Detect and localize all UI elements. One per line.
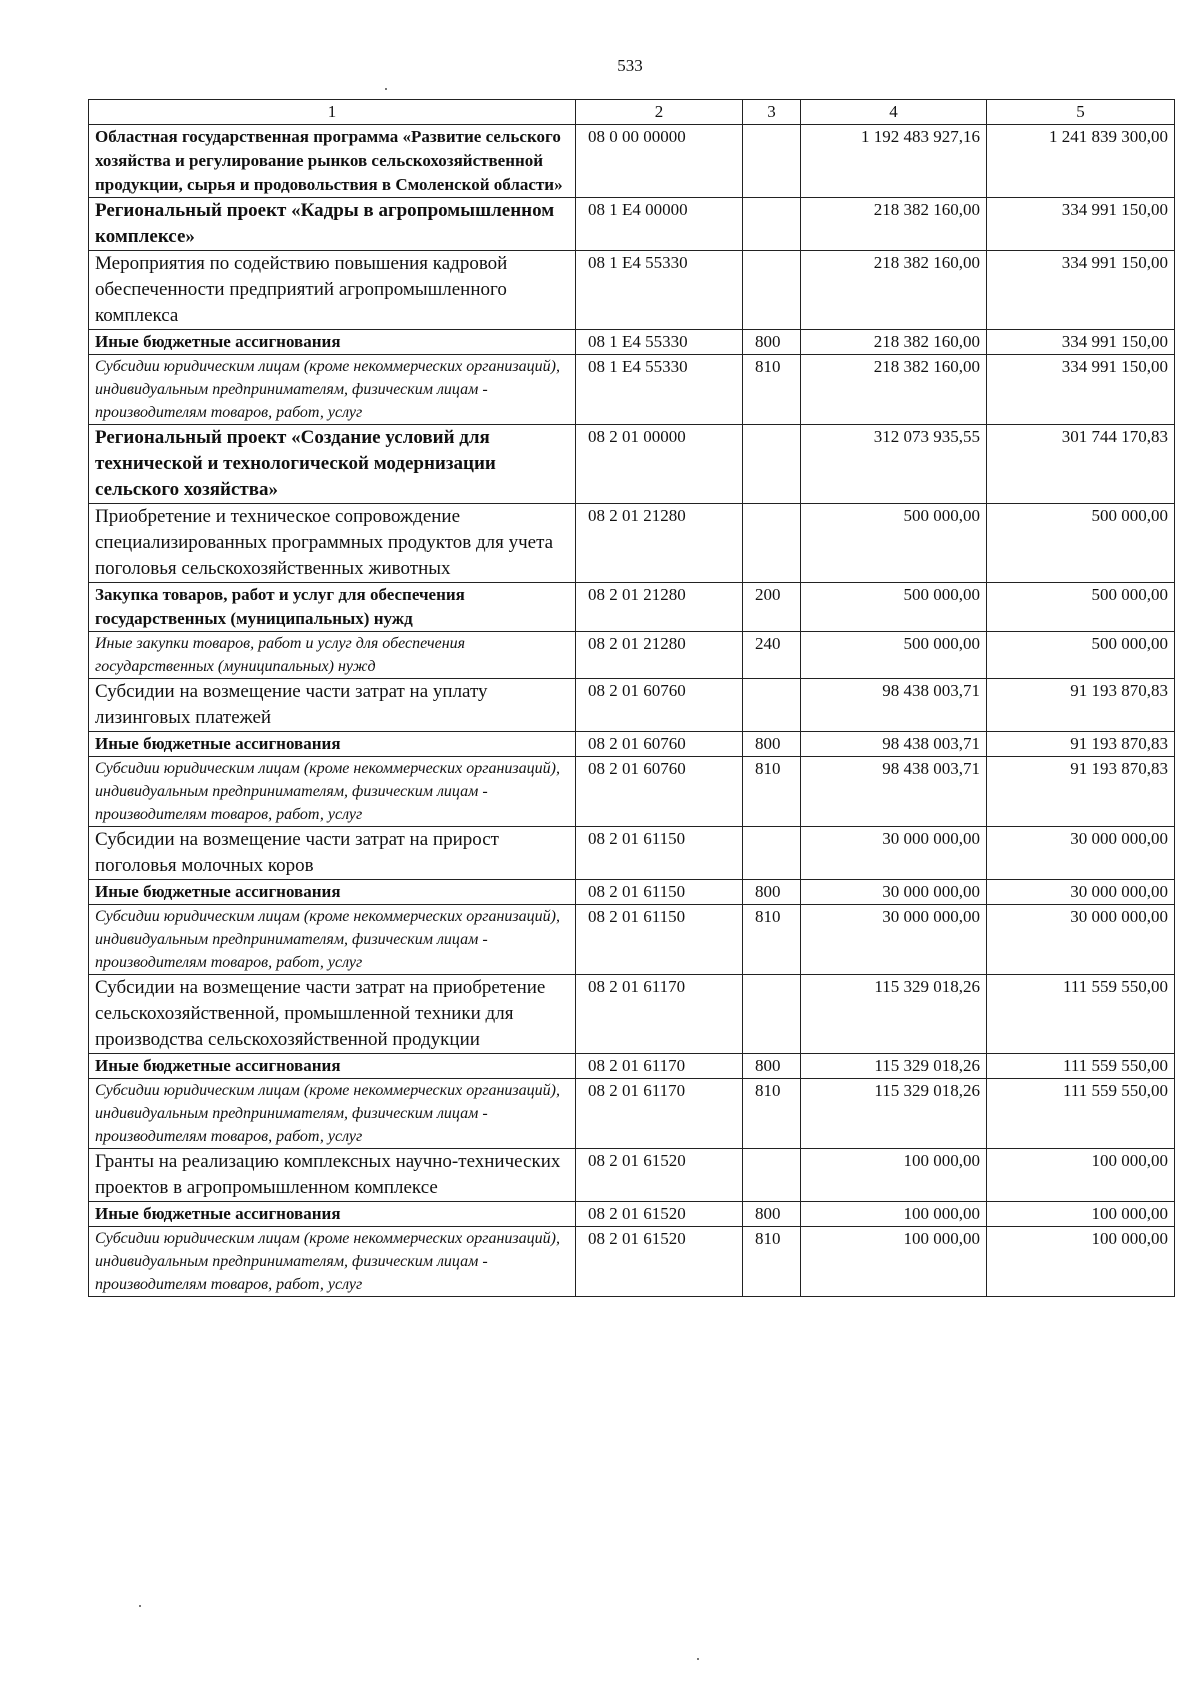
- header-col-3: 3: [743, 100, 801, 125]
- table-row: [89, 757, 1175, 827]
- row-name: Субсидии юридическим лицам (кроме некоммерческих организаций), индивидуальным предпринимателям, физическим лицам - производителям товаров, работ, услуг: [89, 1227, 576, 1297]
- table-header-row: [89, 100, 1175, 125]
- row-amount-year-2: 100 000,00: [987, 1227, 1175, 1297]
- row-code: 08 2 01 61520: [576, 1202, 743, 1227]
- row-amount-year-2: 500 000,00: [987, 632, 1175, 679]
- row-type: 200: [743, 583, 801, 632]
- row-name: Иные закупки товаров, работ и услуг для обеспечения государственных (муниципальных) нужд: [89, 632, 576, 679]
- row-amount-year-2: 334 991 150,00: [987, 330, 1175, 355]
- row-amount-year-2: 30 000 000,00: [987, 827, 1175, 880]
- row-name: Субсидии юридическим лицам (кроме некоммерческих организаций), индивидуальным предпринимателям, физическим лицам - производителям товаров, работ, услуг: [89, 905, 576, 975]
- header-col-4: 4: [801, 100, 987, 125]
- row-code: 08 2 01 61150: [576, 905, 743, 975]
- row-amount-year-1: 115 329 018,26: [801, 975, 987, 1054]
- table-row: [89, 880, 1175, 905]
- row-name: Субсидии на возмещение части затрат на уплату лизинговых платежей: [89, 679, 576, 732]
- row-amount-year-1: 500 000,00: [801, 583, 987, 632]
- table-row: [89, 198, 1175, 251]
- table-row: [89, 125, 1175, 198]
- row-name: Закупка товаров, работ и услуг для обеспечения государственных (муниципальных) нужд: [89, 583, 576, 632]
- table-row: [89, 905, 1175, 975]
- row-name: Приобретение и техническое сопровождение специализированных программных продуктов для учета поголовья сельскохозяйственных животных: [89, 504, 576, 583]
- row-code: 08 2 01 00000: [576, 425, 743, 504]
- table-row: [89, 583, 1175, 632]
- row-amount-year-2: 500 000,00: [987, 583, 1175, 632]
- row-name: Субсидии на возмещение части затрат на прирост поголовья молочных коров: [89, 827, 576, 880]
- row-amount-year-1: 500 000,00: [801, 632, 987, 679]
- row-type: [743, 425, 801, 504]
- row-name: Региональный проект «Кадры в агропромышленном комплексе»: [89, 198, 576, 251]
- row-amount-year-1: 100 000,00: [801, 1149, 987, 1202]
- table-row: [89, 1202, 1175, 1227]
- row-amount-year-2: 1 241 839 300,00: [987, 125, 1175, 198]
- row-name: Областная государственная программа «Развитие сельского хозяйства и регулирование рынков сельскохозяйственной продукции, сырья и продовольствия в Смоленской области»: [89, 125, 576, 198]
- row-code: 08 1 E4 00000: [576, 198, 743, 251]
- row-type: 810: [743, 757, 801, 827]
- table-row: [89, 1054, 1175, 1079]
- table-row: [89, 1079, 1175, 1149]
- row-amount-year-2: 91 193 870,83: [987, 732, 1175, 757]
- row-type: [743, 504, 801, 583]
- row-code: 08 2 01 21280: [576, 504, 743, 583]
- row-amount-year-1: 98 438 003,71: [801, 679, 987, 732]
- row-type: [743, 125, 801, 198]
- header-col-1: 1: [89, 100, 576, 125]
- row-amount-year-1: 115 329 018,26: [801, 1079, 987, 1149]
- scan-speck: [139, 1605, 141, 1607]
- row-type: 810: [743, 355, 801, 425]
- table-row: [89, 679, 1175, 732]
- table-row: [89, 251, 1175, 330]
- row-code: 08 1 E4 55330: [576, 330, 743, 355]
- table-row: [89, 1149, 1175, 1202]
- row-amount-year-2: 100 000,00: [987, 1149, 1175, 1202]
- row-code: 08 2 01 21280: [576, 583, 743, 632]
- budget-table: [88, 99, 1175, 1297]
- table-row: [89, 975, 1175, 1054]
- row-amount-year-1: 30 000 000,00: [801, 905, 987, 975]
- row-amount-year-1: 500 000,00: [801, 504, 987, 583]
- row-amount-year-1: 30 000 000,00: [801, 827, 987, 880]
- row-type: 810: [743, 1079, 801, 1149]
- row-code: 08 2 01 61170: [576, 1079, 743, 1149]
- row-type: 240: [743, 632, 801, 679]
- row-amount-year-2: 334 991 150,00: [987, 251, 1175, 330]
- header-col-2: 2: [576, 100, 743, 125]
- page-number: 533: [617, 56, 643, 75]
- row-type: [743, 679, 801, 732]
- row-code: 08 2 01 60760: [576, 732, 743, 757]
- row-code: 08 2 01 61150: [576, 880, 743, 905]
- row-amount-year-1: 115 329 018,26: [801, 1054, 987, 1079]
- row-type: [743, 251, 801, 330]
- row-amount-year-1: 218 382 160,00: [801, 355, 987, 425]
- row-amount-year-1: 312 073 935,55: [801, 425, 987, 504]
- row-amount-year-2: 111 559 550,00: [987, 975, 1175, 1054]
- row-type: 810: [743, 905, 801, 975]
- row-name: Иные бюджетные ассигнования: [89, 732, 576, 757]
- row-type: 810: [743, 1227, 801, 1297]
- row-name: Иные бюджетные ассигнования: [89, 880, 576, 905]
- row-name: Субсидии юридическим лицам (кроме некоммерческих организаций), индивидуальным предпринимателям, физическим лицам - производителям товаров, работ, услуг: [89, 1079, 576, 1149]
- row-type: 800: [743, 880, 801, 905]
- table-row: [89, 827, 1175, 880]
- row-type: [743, 198, 801, 251]
- row-type: [743, 827, 801, 880]
- row-name: Мероприятия по содействию повышения кадровой обеспеченности предприятий агропромышленного комплекса: [89, 251, 576, 330]
- row-code: 08 0 00 00000: [576, 125, 743, 198]
- row-amount-year-2: 334 991 150,00: [987, 355, 1175, 425]
- scan-speck: [697, 1658, 699, 1660]
- row-name: Иные бюджетные ассигнования: [89, 1202, 576, 1227]
- row-code: 08 2 01 61150: [576, 827, 743, 880]
- row-name: Субсидии юридическим лицам (кроме некоммерческих организаций), индивидуальным предпринимателям, физическим лицам - производителям товаров, работ, услуг: [89, 757, 576, 827]
- row-code: 08 2 01 61520: [576, 1149, 743, 1202]
- row-code: 08 2 01 21280: [576, 632, 743, 679]
- table-row: [89, 732, 1175, 757]
- row-type: 800: [743, 1054, 801, 1079]
- table-row: [89, 330, 1175, 355]
- row-name: Иные бюджетные ассигнования: [89, 1054, 576, 1079]
- row-type: 800: [743, 1202, 801, 1227]
- table-row: [89, 632, 1175, 679]
- budget-table-body: [89, 100, 1175, 1297]
- row-code: 08 2 01 61170: [576, 1054, 743, 1079]
- row-amount-year-2: 334 991 150,00: [987, 198, 1175, 251]
- row-amount-year-2: 91 193 870,83: [987, 679, 1175, 732]
- row-code: 08 2 01 60760: [576, 757, 743, 827]
- table-row: [89, 504, 1175, 583]
- table-row: [89, 1227, 1175, 1297]
- row-amount-year-1: 100 000,00: [801, 1202, 987, 1227]
- row-amount-year-2: 100 000,00: [987, 1202, 1175, 1227]
- row-amount-year-1: 30 000 000,00: [801, 880, 987, 905]
- row-code: 08 2 01 61170: [576, 975, 743, 1054]
- row-amount-year-2: 111 559 550,00: [987, 1054, 1175, 1079]
- row-type: [743, 975, 801, 1054]
- row-amount-year-1: 218 382 160,00: [801, 198, 987, 251]
- table-row: [89, 355, 1175, 425]
- row-amount-year-1: 218 382 160,00: [801, 251, 987, 330]
- row-name: Иные бюджетные ассигнования: [89, 330, 576, 355]
- row-amount-year-1: 218 382 160,00: [801, 330, 987, 355]
- row-amount-year-2: 500 000,00: [987, 504, 1175, 583]
- row-type: 800: [743, 732, 801, 757]
- row-name: Субсидии на возмещение части затрат на приобретение сельскохозяйственной, промышленной техники для производства сельскохозяйственной продукции: [89, 975, 576, 1054]
- row-code: 08 1 E4 55330: [576, 251, 743, 330]
- row-amount-year-2: 111 559 550,00: [987, 1079, 1175, 1149]
- row-name: Гранты на реализацию комплексных научно-технических проектов в агропромышленном комплексе: [89, 1149, 576, 1202]
- row-amount-year-2: 30 000 000,00: [987, 880, 1175, 905]
- row-type: 800: [743, 330, 801, 355]
- row-name: Региональный проект «Создание условий для технической и технологической модернизации сельского хозяйства»: [89, 425, 576, 504]
- row-amount-year-2: 91 193 870,83: [987, 757, 1175, 827]
- row-type: [743, 1149, 801, 1202]
- scan-speck: [385, 88, 387, 90]
- table-row: [89, 425, 1175, 504]
- row-code: 08 2 01 61520: [576, 1227, 743, 1297]
- row-code: 08 1 E4 55330: [576, 355, 743, 425]
- row-amount-year-2: 301 744 170,83: [987, 425, 1175, 504]
- row-amount-year-1: 98 438 003,71: [801, 732, 987, 757]
- row-amount-year-1: 100 000,00: [801, 1227, 987, 1297]
- row-amount-year-2: 30 000 000,00: [987, 905, 1175, 975]
- header-col-5: 5: [987, 100, 1175, 125]
- row-name: Субсидии юридическим лицам (кроме некоммерческих организаций), индивидуальным предпринимателям, физическим лицам - производителям товаров, работ, услуг: [89, 355, 576, 425]
- row-code: 08 2 01 60760: [576, 679, 743, 732]
- row-amount-year-1: 98 438 003,71: [801, 757, 987, 827]
- row-amount-year-1: 1 192 483 927,16: [801, 125, 987, 198]
